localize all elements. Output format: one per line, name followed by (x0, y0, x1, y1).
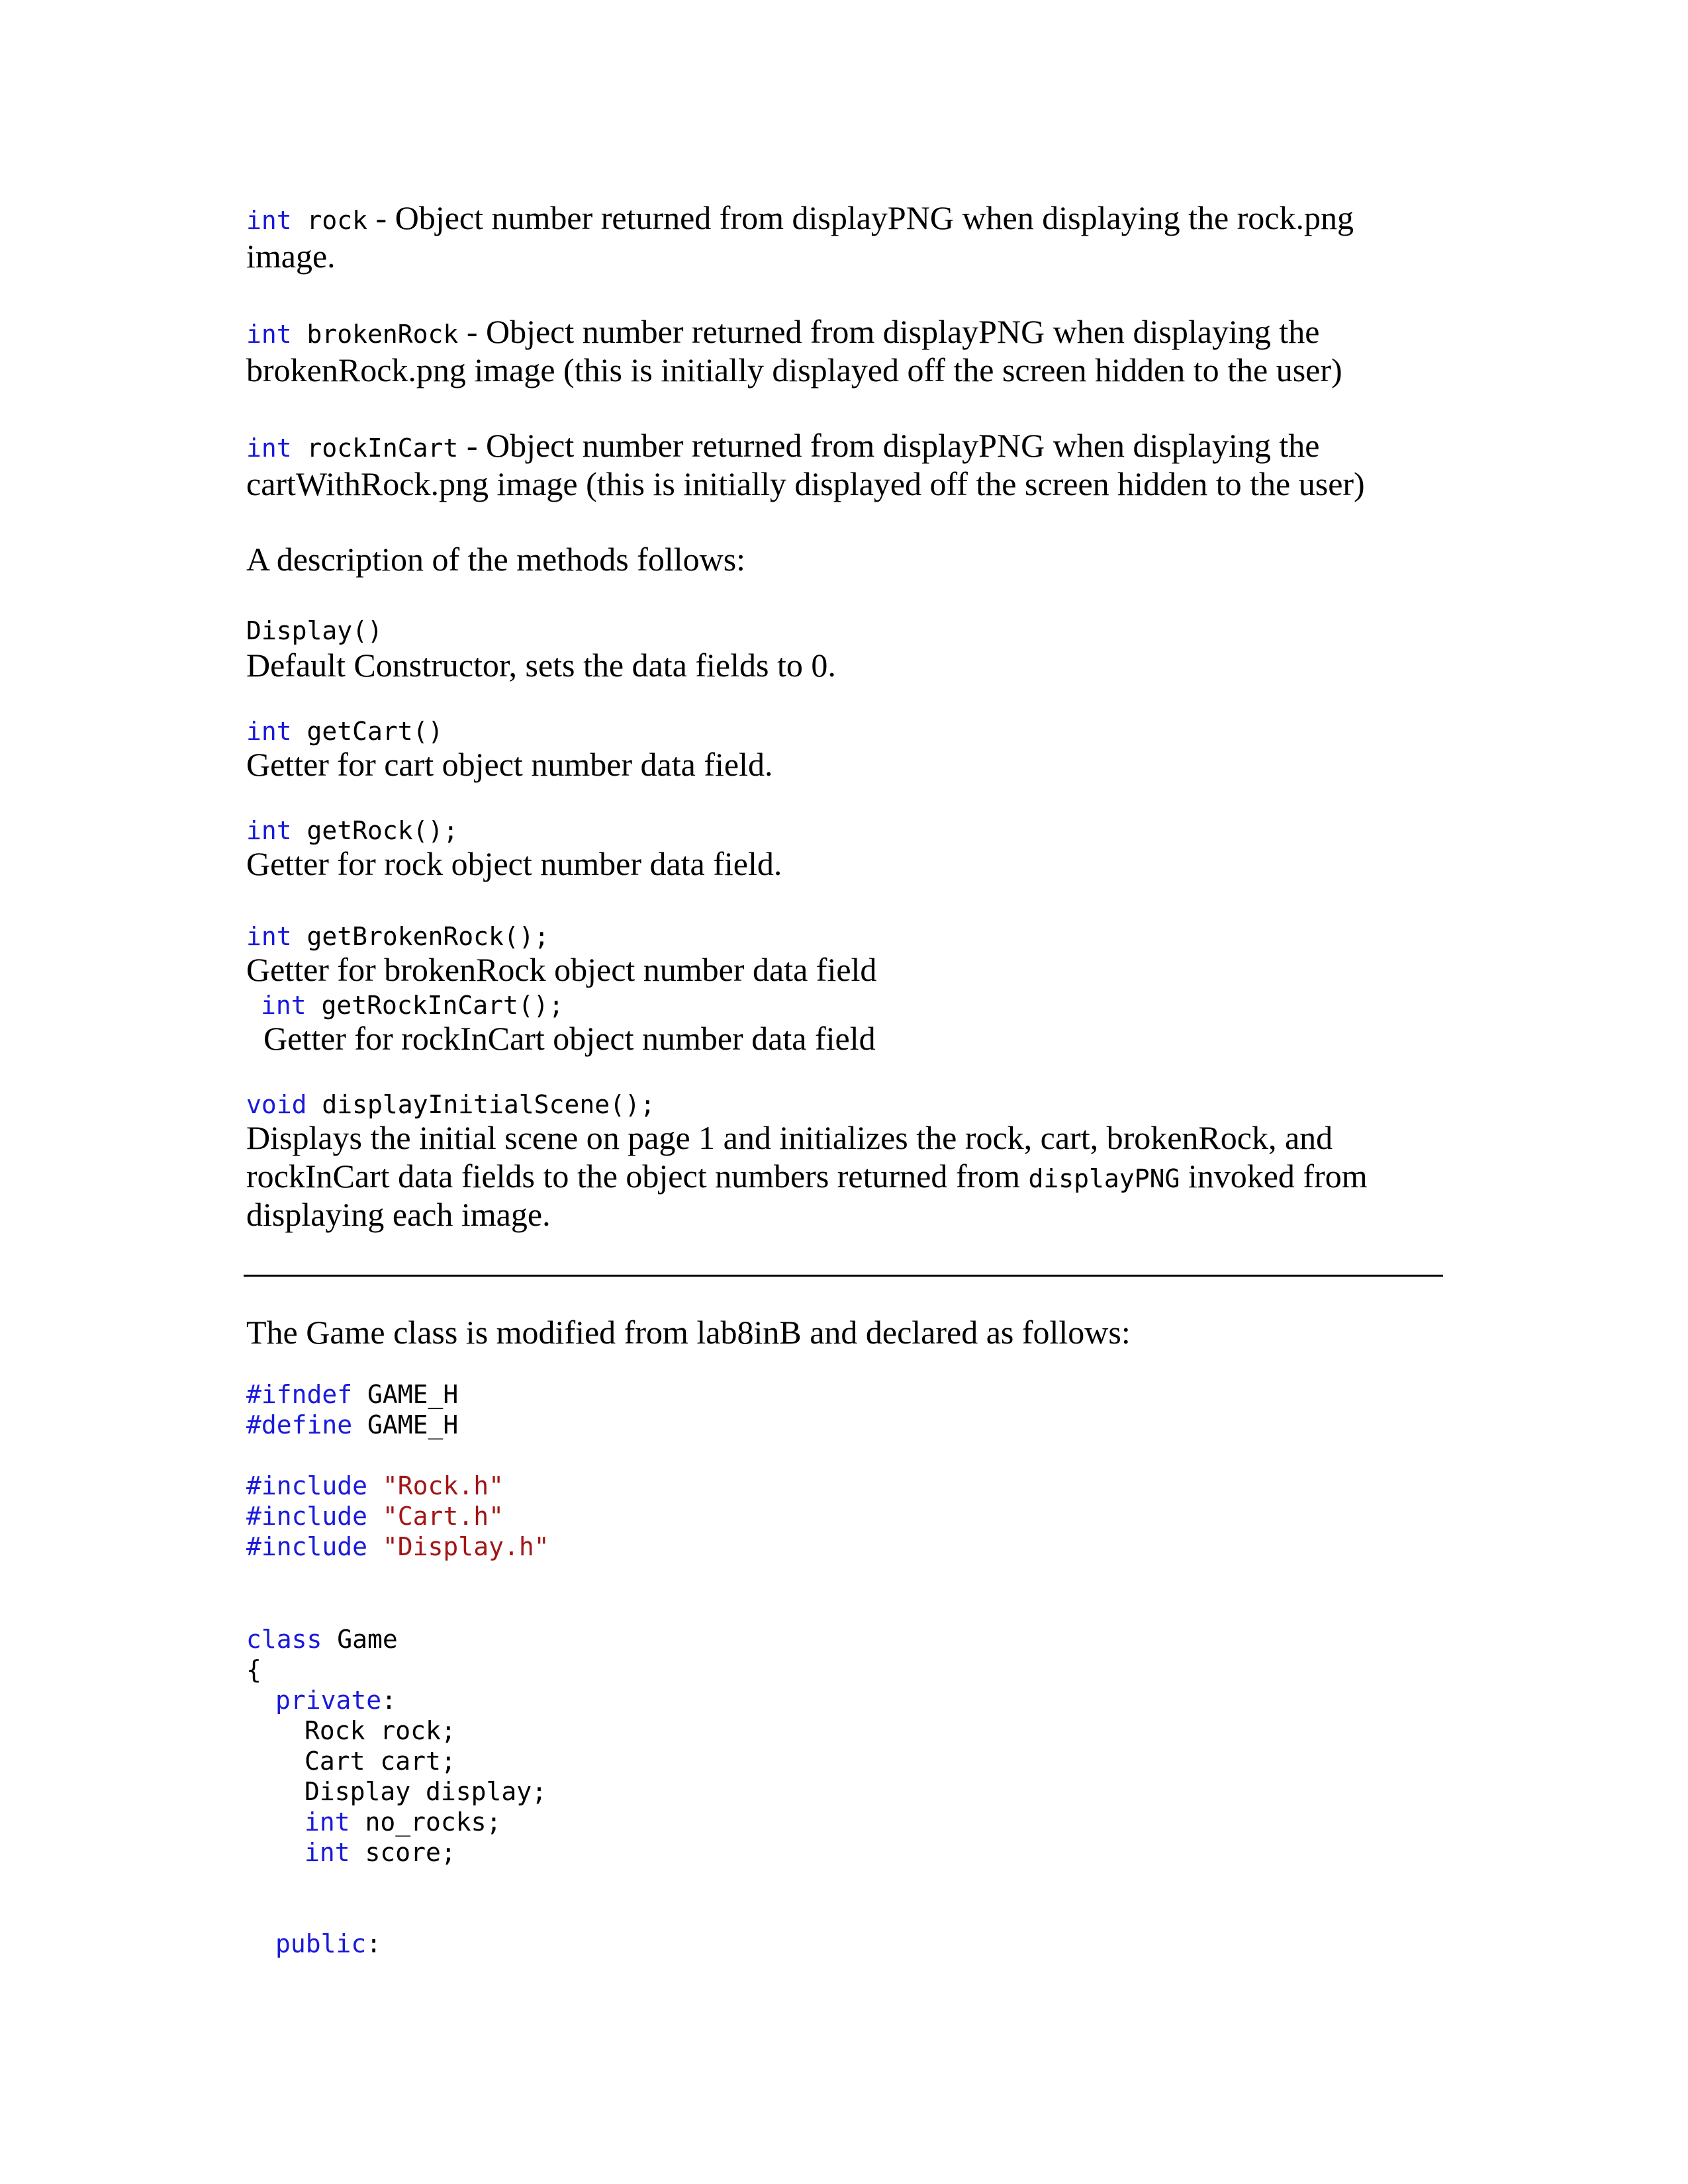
type-keyword: int (246, 320, 292, 349)
field-rockincart-line1: int rockInCart - Object number returned from displayPNG when displaying the (246, 427, 1320, 464)
method-desc-getrock: Getter for rock object number data field. (246, 845, 782, 882)
code-define: #define GAME_H (246, 1410, 459, 1439)
method-desc-getcart: Getter for cart object number data field. (246, 746, 773, 783)
field-name: rock (306, 206, 368, 235)
field-desc: Object number returned from displayPNG when displaying the (485, 313, 1320, 350)
code-member-no-rocks: int no_rocks; (305, 1807, 502, 1837)
method-signature-getrockincart: int getRockInCart(); (261, 991, 564, 1020)
method-desc-getrockincart: Getter for rockInCart object number data field (263, 1020, 876, 1057)
field-brokenrock-line1: int brokenRock - Object number returned from displayPNG when displaying the (246, 313, 1320, 350)
type-keyword: int (246, 433, 292, 463)
method-desc-displayinitialscene-line3: displaying each image. (246, 1196, 551, 1233)
method-signature-getbrokenrock: int getBrokenRock(); (246, 922, 549, 951)
method-desc-displayinitialscene-line2: rockInCart data fields to the object numbers returned from displayPNG invoked from (246, 1158, 1368, 1195)
code-member-score: int score; (305, 1838, 456, 1867)
method-signature-getrock: int getRock(); (246, 816, 459, 845)
field-rock-line2: image. (246, 238, 336, 275)
code-private-label: private: (275, 1686, 397, 1715)
code-include-cart: #include "Cart.h" (246, 1502, 504, 1531)
code-public-label: public: (275, 1929, 382, 1958)
method-desc-displayinitialscene-line1: Displays the initial scene on page 1 and initializes the rock, cart, brokenRock, and (246, 1119, 1333, 1156)
code-include-display: #include "Display.h" (246, 1532, 549, 1561)
inline-code: displayPNG (1028, 1164, 1180, 1193)
code-member-rock: Rock rock; (305, 1716, 456, 1745)
type-keyword: int (246, 206, 292, 235)
code-include-rock: #include "Rock.h" (246, 1471, 504, 1500)
method-signature-getcart: int getCart() (246, 717, 444, 746)
field-name: rockInCart (306, 433, 459, 463)
code-open-brace: { (246, 1655, 261, 1684)
code-class-decl: class Game (246, 1625, 398, 1654)
method-signature-displayinitialscene: void displayInitialScene(); (246, 1090, 655, 1119)
method-desc-ctor: Default Constructor, sets the data fields to 0. (246, 647, 836, 684)
field-rock-line1: int rock - Object number returned from displayPNG when displaying the rock.png (246, 199, 1354, 236)
field-rockincart-line2: cartWithRock.png image (this is initially displayed off the screen hidden to the user) (246, 465, 1365, 502)
methods-intro: A description of the methods follows: (246, 541, 746, 578)
field-name: brokenRock (306, 320, 459, 349)
field-brokenrock-line2: brokenRock.png image (this is initially displayed off the screen hidden to the user) (246, 351, 1342, 388)
code-member-display: Display display; (305, 1777, 547, 1806)
method-desc-getbrokenrock: Getter for brokenRock object number data field (246, 951, 877, 988)
field-desc: Object number returned from displayPNG when displaying the rock.png (395, 199, 1354, 236)
method-signature-ctor: Display() (246, 616, 383, 645)
code-member-cart: Cart cart; (305, 1747, 456, 1776)
section-divider (244, 1275, 1443, 1277)
code-ifndef: #ifndef GAME_H (246, 1380, 459, 1409)
field-desc: Object number returned from displayPNG when displaying the (485, 427, 1320, 464)
game-intro: The Game class is modified from lab8inB and declared as follows: (246, 1314, 1131, 1351)
